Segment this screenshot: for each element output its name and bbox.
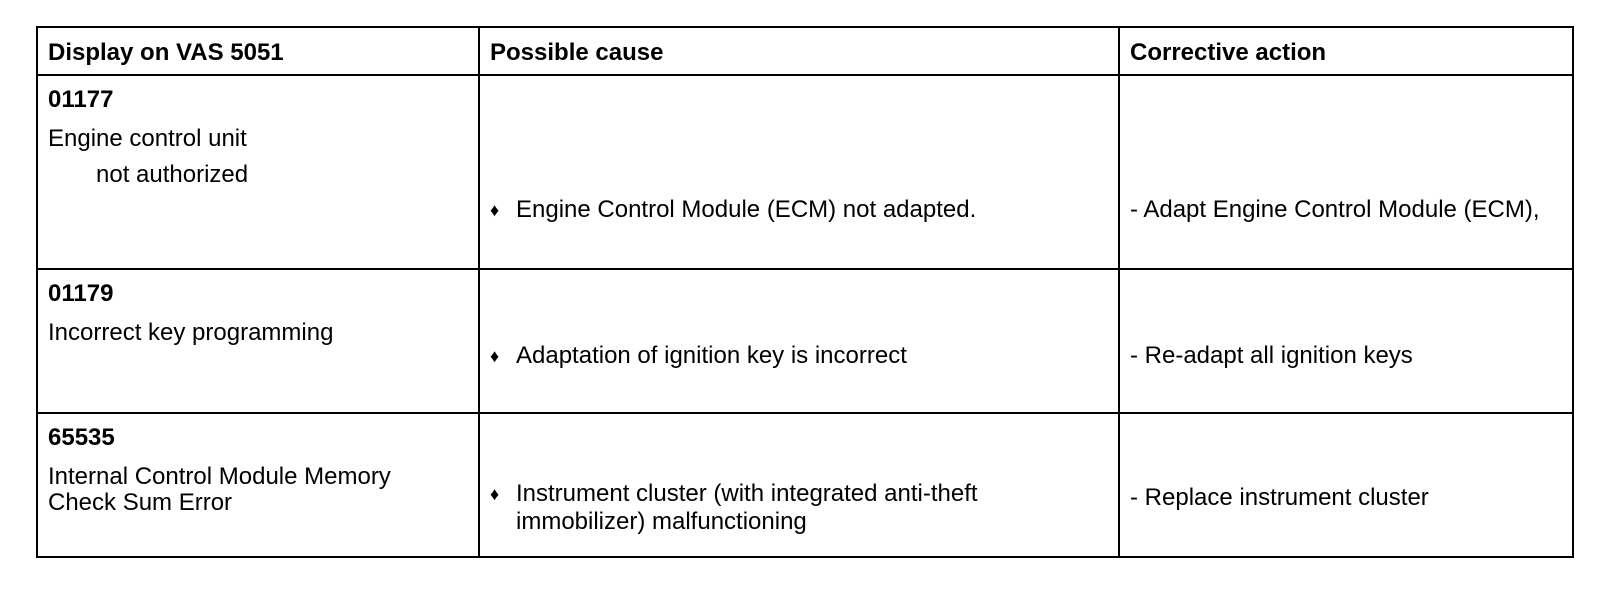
diamond-bullet-icon: ♦	[490, 346, 500, 366]
fault-description-continued: not authorized	[96, 161, 249, 188]
header-display: Display on VAS 5051	[37, 27, 479, 75]
cause-text: Engine Control Module (ECM) not adapted.	[516, 196, 977, 223]
fault-code: 01177	[48, 86, 114, 113]
diamond-bullet-icon: ♦	[490, 200, 500, 220]
fault-code: 01179	[48, 280, 114, 307]
table-row	[37, 269, 1573, 413]
cause-item	[490, 196, 1108, 224]
display-cell	[37, 75, 479, 269]
fault-code: 65535	[48, 424, 115, 451]
action-text: - Replace instrument cluster	[1130, 484, 1429, 511]
fault-description: Incorrect key programming	[48, 319, 334, 346]
cause-cell	[479, 75, 1119, 269]
fault-table	[36, 26, 1574, 558]
cause-cell	[479, 413, 1119, 557]
header-possible-cause: Possible cause	[479, 27, 1119, 75]
table-row	[37, 413, 1573, 557]
header-corrective-action: Corrective action	[1119, 27, 1573, 75]
table-row	[37, 75, 1573, 269]
action-cell	[1119, 269, 1573, 413]
fault-description: Internal Control Module Memory Check Sum Error	[48, 463, 391, 516]
action-text: - Re-adapt all ignition keys	[1130, 342, 1413, 369]
diamond-bullet-icon: ♦	[490, 484, 500, 504]
cause-item	[490, 342, 1108, 370]
fault-description: Engine control unit	[48, 125, 247, 152]
table-header-row	[37, 27, 1573, 75]
action-cell	[1119, 413, 1573, 557]
cause-item	[490, 480, 1058, 536]
action-cell	[1119, 75, 1573, 269]
cause-text: Instrument cluster (with integrated anti-theft immobilizer) malfunctioning	[516, 480, 978, 535]
action-text: - Adapt Engine Control Module (ECM),	[1130, 196, 1540, 223]
display-cell	[37, 413, 479, 557]
cause-cell	[479, 269, 1119, 413]
display-cell	[37, 269, 479, 413]
cause-text: Adaptation of ignition key is incorrect	[516, 342, 907, 369]
